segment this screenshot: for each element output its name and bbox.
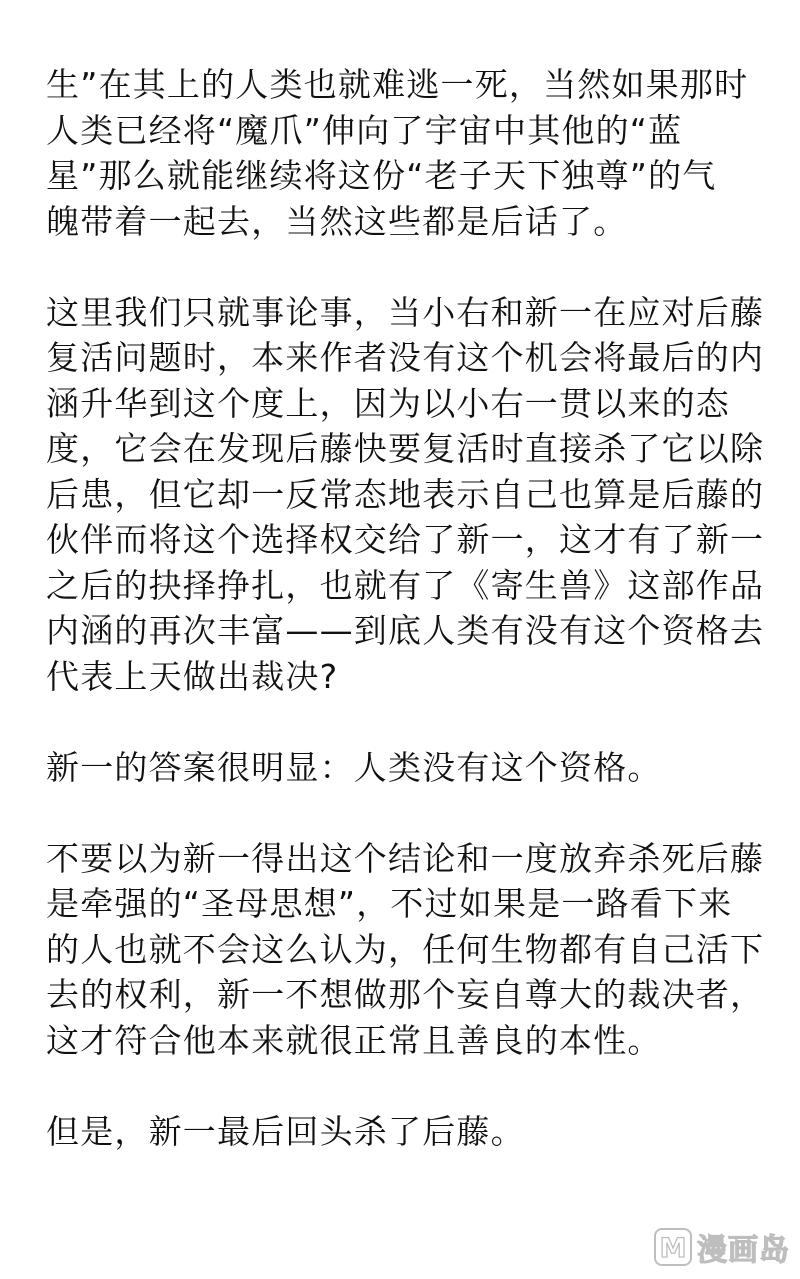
watermark-logo-letter: M: [659, 1233, 687, 1264]
paragraph-gap: [46, 790, 766, 836]
text-line: 内涵的再次丰富——到底人类有没有这个资格去: [46, 611, 765, 650]
text-line: 去的权利，新一不想做那个妄自尊大的裁决者，: [46, 975, 765, 1014]
text-line: 魄带着一起去，当然这些都是后话了。: [46, 201, 628, 241]
m-logo-icon: [653, 1227, 693, 1267]
text-line: 的人也就不会这么认为，任何生物都有自己活下: [46, 929, 765, 969]
text-line: 代表上天做出裁决?: [46, 656, 339, 696]
paragraph-gap: [46, 244, 766, 290]
text-line: 生”在其上的人类也就难逃一死，当然如果那时: [46, 65, 749, 104]
text-line: 这才符合他本来就很正常且善良的本性。: [46, 1020, 662, 1060]
text-line: 新一的答案很明显：人类没有这个资格。: [46, 747, 662, 787]
text-line: 星”那么就能继续将这份“老子天下独尊”的气: [46, 156, 717, 195]
paragraph-gap: [46, 699, 766, 745]
text-line: 后患，但它却一反常态地表示自己也算是后藤的: [46, 474, 765, 514]
text-line: 涵升华到这个度上，因为以小右一贯以来的态: [46, 383, 730, 423]
paragraph-gap: [46, 1063, 766, 1109]
text-line: 之后的抉择挣扎，也就有了《寄生兽》这部作品: [46, 565, 765, 605]
watermark-text: 漫画岛: [697, 1233, 790, 1268]
paragraph-3: [46, 745, 766, 791]
text-line: 这里我们只就事论事，当小右和新一在应对后藤: [46, 292, 765, 332]
article-body: [46, 62, 766, 1154]
text-line: 是牵强的“圣母思想”，不过如果是一路看下来: [46, 884, 733, 923]
paragraph-5: [46, 1109, 766, 1155]
text-line: 度，它会在发现后藤快要复活时直接杀了它以除: [46, 429, 765, 468]
paragraph-4: [46, 836, 766, 1064]
watermark: [653, 1225, 790, 1269]
paragraph-2: [46, 290, 766, 700]
text-line: 不要以为新一得出这个结论和一度放弃杀死后藤: [46, 838, 765, 878]
text-line: 人类已经将“魔爪”伸向了宇宙中其他的“蓝: [46, 110, 683, 150]
text-line: 复活问题时，本来作者没有这个机会将最后的内: [46, 338, 765, 377]
text-line: 但是，新一最后回头杀了后藤。: [46, 1111, 525, 1151]
text-line: 伙伴而将这个选择权交给了新一，这才有了新一: [46, 520, 765, 559]
paragraph-1: [46, 62, 766, 244]
